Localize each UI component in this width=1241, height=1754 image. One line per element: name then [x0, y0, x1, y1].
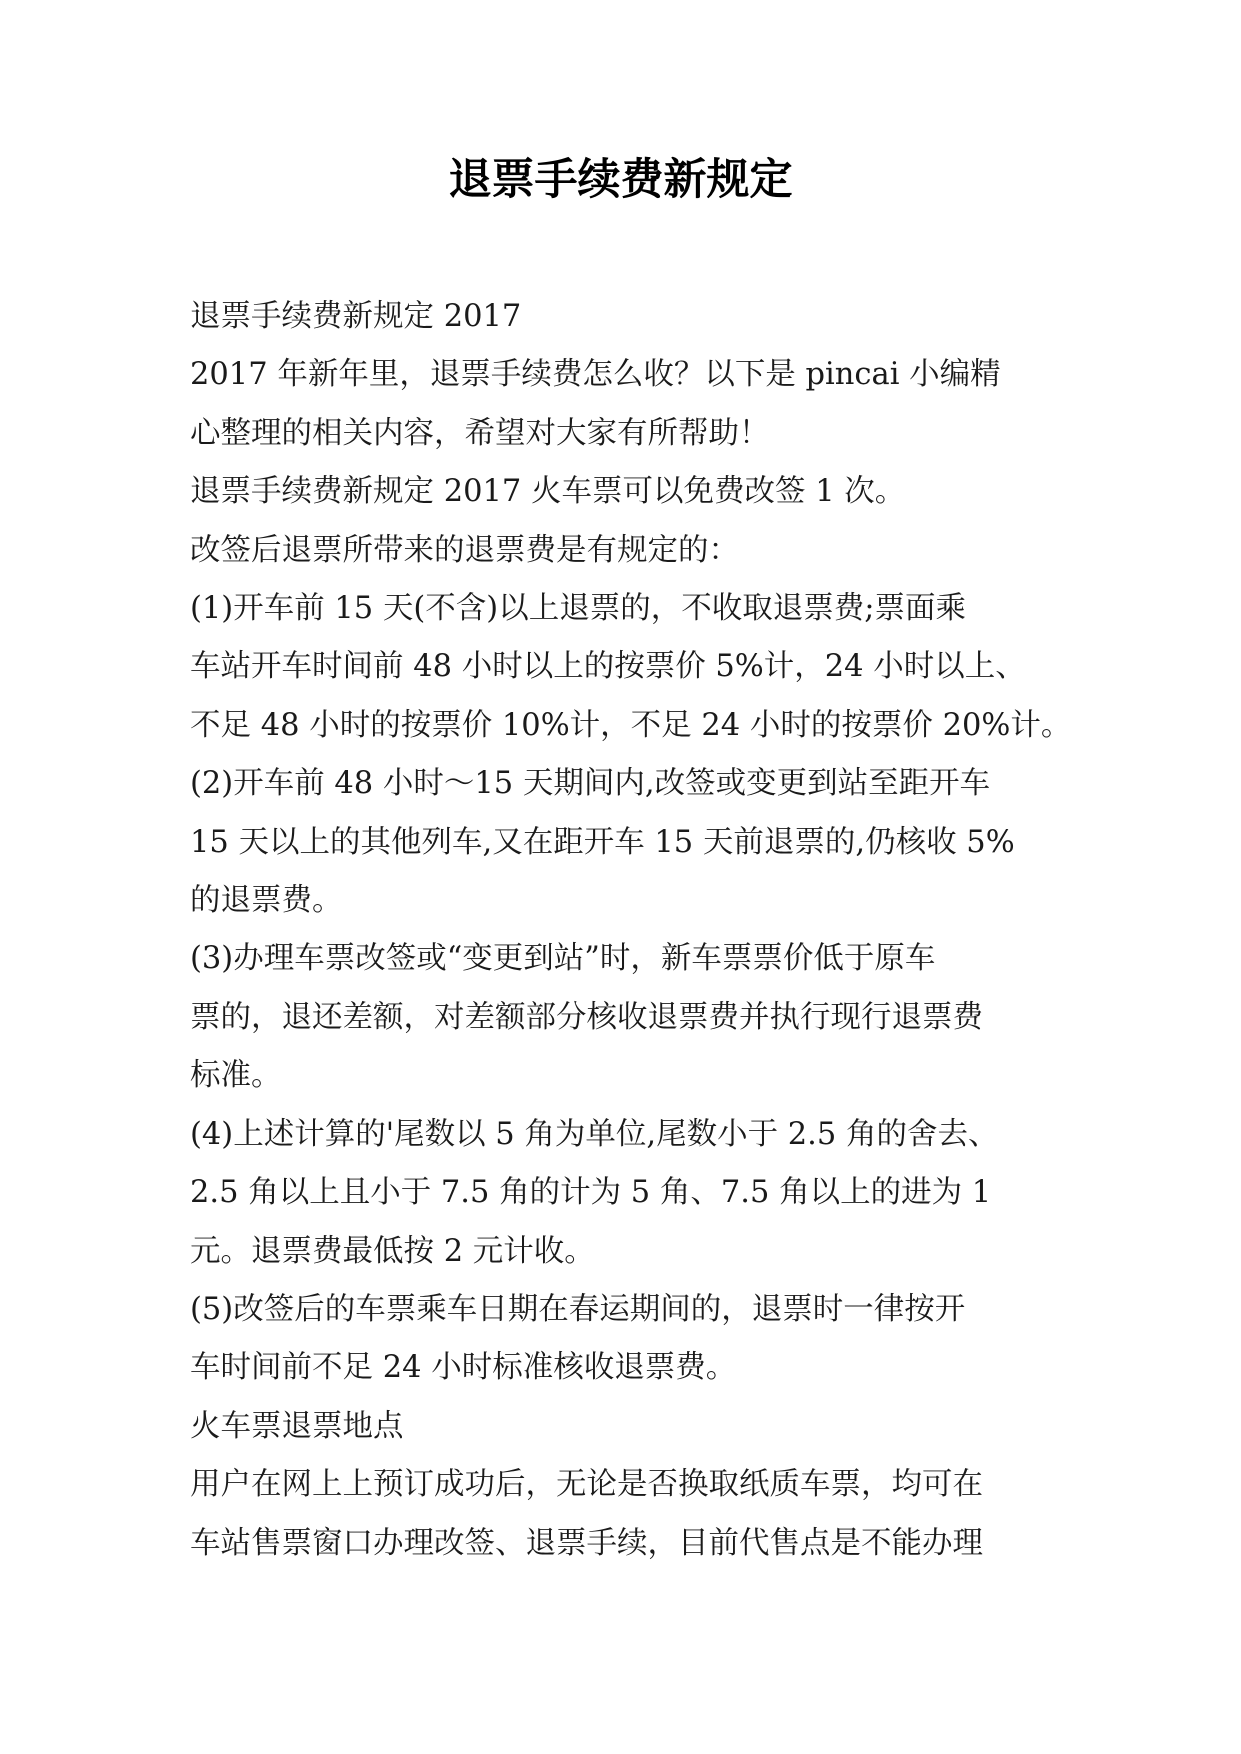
text-line: 退票手续费新规定 2017 火车票可以免费改签 1 次。 [190, 474, 906, 510]
text-line: 15 天以上的其他列车,又在距开车 15 天前退票的,仍核收 5% [190, 824, 1015, 860]
paragraph [190, 930, 1080, 1105]
paragraph [190, 1398, 1080, 1456]
text-line: 改签后退票所带来的退票费是有规定的： [190, 532, 739, 568]
text-line: (5)改签后的车票乘车日期在春运期间的，退票时一律按开 [190, 1291, 966, 1327]
paragraph [190, 522, 1080, 580]
text-line: 车站售票窗口办理改签、退票手续，目前代售点是不能办理 [190, 1525, 983, 1561]
text-line: (3)办理车票改签或“变更到站”时，新车票票价低于原车 [190, 941, 936, 977]
text-line: 元。退票费最低按 2 元计收。 [190, 1233, 595, 1269]
paragraph [190, 1106, 1080, 1281]
paragraph [190, 1456, 1080, 1573]
paragraph [190, 1281, 1080, 1398]
text-line: 退票手续费新规定 2017 [190, 299, 522, 334]
text-line: 不足 48 小时的按票价 10%计，不足 24 小时的按票价 20%计。 [190, 707, 1072, 743]
text-line: (1)开车前 15 天(不含)以上退票的，不收取退票费;票面乘 [190, 591, 966, 627]
document-title: 退票手续费新规定 [448, 155, 793, 205]
text-line: 标准。 [190, 1058, 282, 1094]
text-line: 车时间前不足 24 小时标准核收退票费。 [190, 1350, 737, 1386]
text-line: (2)开车前 48 小时～15 天期间内,改签或变更到站至距开车 [190, 766, 991, 802]
text-line: 的退票费。 [190, 883, 343, 919]
paragraph [190, 580, 1080, 755]
document-body [190, 288, 1080, 1573]
text-line: 火车票退票地点 [190, 1408, 404, 1444]
paragraph [190, 755, 1080, 930]
text-line: 票的，退还差额，对差额部分核收退票费并执行现行退票费 [190, 999, 983, 1035]
text-line: 心整理的相关内容，希望对大家有所帮助！ [190, 415, 770, 451]
text-line: (4)上述计算的'尾数以 5 角为单位,尾数小于 2.5 角的舍去、 [190, 1116, 999, 1152]
paragraph [190, 288, 1080, 346]
text-line: 2017 年新年里，退票手续费怎么收？以下是 pincai 小编精 [190, 357, 1001, 393]
paragraph [190, 463, 1080, 521]
text-line: 车站开车时间前 48 小时以上的按票价 5%计，24 小时以上、 [190, 649, 1026, 685]
paragraph [190, 346, 1080, 463]
text-line: 2.5 角以上且小于 7.5 角的计为 5 角、7.5 角以上的进为 1 [190, 1175, 992, 1211]
text-line: 用户在网上上预订成功后，无论是否换取纸质车票，均可在 [190, 1467, 983, 1503]
